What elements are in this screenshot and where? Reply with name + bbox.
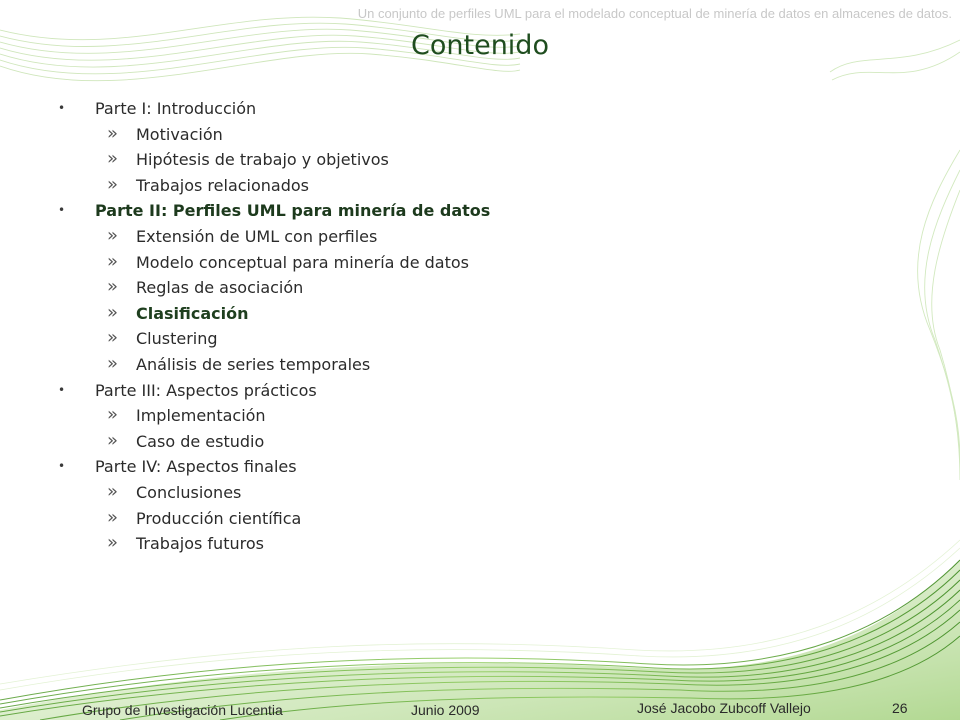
double-chevron-icon: » — [107, 224, 119, 246]
bullet-dot-icon: • — [58, 101, 66, 115]
outline-item-label: Motivación — [136, 124, 223, 144]
outline-item-label: Trabajos futuros — [136, 534, 264, 554]
outline-subitem — [54, 403, 734, 429]
double-chevron-icon: » — [107, 148, 119, 170]
double-chevron-icon: » — [107, 429, 119, 451]
slide-title: Contenido — [411, 30, 549, 61]
double-chevron-icon: » — [107, 352, 119, 374]
outline-subitem — [54, 250, 734, 276]
double-chevron-icon: » — [107, 506, 119, 528]
outline-subitem — [54, 122, 734, 148]
outline-subitem — [54, 531, 734, 557]
outline-section — [54, 198, 734, 224]
outline-subitem — [54, 275, 734, 301]
footer-date: Junio 2009 — [411, 702, 480, 718]
outline-subitem — [54, 480, 734, 506]
double-chevron-icon: » — [107, 532, 119, 554]
outline-item-label: Conclusiones — [136, 482, 242, 502]
outline-item-label: Clasificación — [136, 303, 249, 323]
outline-list — [54, 96, 734, 557]
outline-item-label: Parte III: Aspectos prácticos — [95, 380, 317, 400]
outline-item-label: Implementación — [136, 406, 266, 426]
bullet-dot-icon: • — [58, 382, 66, 397]
outline-item-label: Análisis de series temporales — [136, 354, 371, 374]
outline-subitem — [54, 429, 734, 455]
double-chevron-icon: » — [107, 122, 119, 144]
outline-item-label: Trabajos relacionados — [136, 175, 309, 195]
outline-item-label: Parte I: Introducción — [95, 99, 257, 118]
double-chevron-icon: » — [107, 276, 119, 298]
outline-item-label: Reglas de asociación — [136, 278, 304, 298]
double-chevron-icon: » — [107, 327, 119, 349]
double-chevron-icon: » — [107, 301, 119, 323]
header-caption: Un conjunto de perfiles UML para el modelado conceptual de minería de datos en almacenes de datos. — [357, 6, 952, 21]
outline-item-label: Producción científica — [136, 508, 302, 528]
outline-subitem — [54, 352, 734, 378]
outline-item-label: Modelo conceptual para minería de datos — [136, 252, 469, 272]
footer-group: Grupo de Investigación Lucentia — [82, 702, 283, 718]
outline-subitem — [54, 147, 734, 173]
right-wave — [830, 40, 960, 480]
outline-item-label: Extensión de UML con perfiles — [136, 226, 378, 246]
bullet-dot-icon: • — [58, 203, 66, 218]
outline-item-label: Parte II: Perfiles UML para minería de datos — [95, 201, 491, 221]
outline-section — [54, 378, 734, 404]
outline-section — [54, 96, 734, 122]
double-chevron-icon: » — [107, 404, 119, 426]
outline-subitem — [54, 224, 734, 250]
outline-item-label: Parte IV: Aspectos finales — [95, 457, 297, 477]
outline-item-label: Caso de estudio — [136, 431, 265, 451]
outline-subitem — [54, 173, 734, 199]
outline-subitem — [54, 326, 734, 352]
double-chevron-icon: » — [107, 173, 119, 195]
footer-page-number: 26 — [892, 700, 908, 716]
outline-section — [54, 454, 734, 480]
double-chevron-icon: » — [107, 250, 119, 272]
footer-author: José Jacobo Zubcoff Vallejo — [637, 700, 811, 716]
double-chevron-icon: » — [107, 480, 119, 502]
outline-subitem — [54, 301, 734, 327]
outline-item-label: Hipótesis de trabajo y objetivos — [136, 150, 389, 170]
bottom-wave — [0, 540, 960, 720]
bullet-dot-icon: • — [58, 459, 66, 474]
outline-item-label: Clustering — [136, 329, 218, 349]
outline-subitem — [54, 506, 734, 532]
